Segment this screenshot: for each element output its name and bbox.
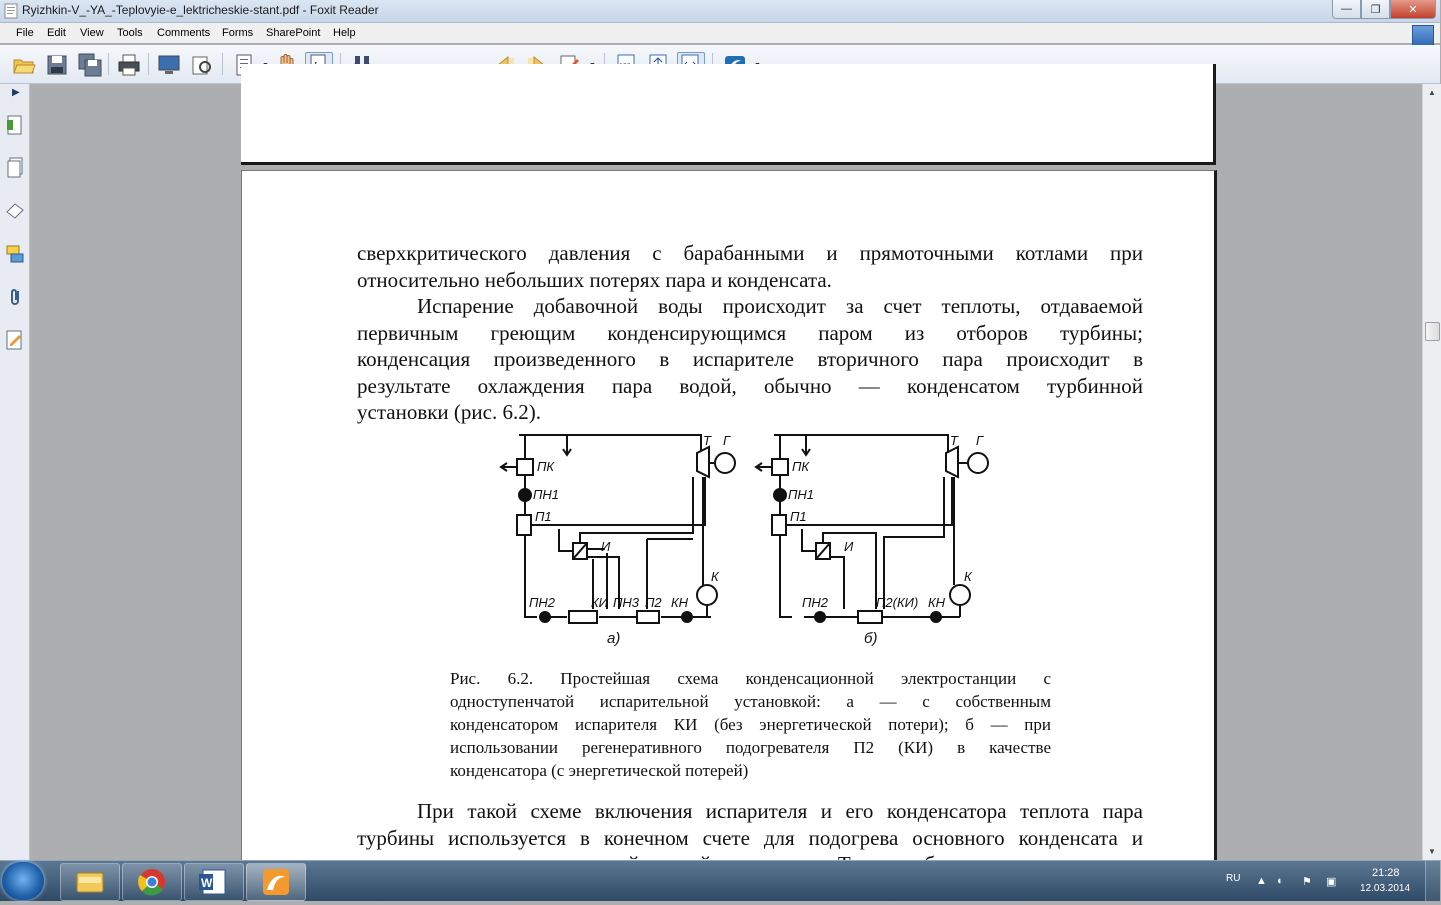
navigation-panel (0, 84, 30, 860)
pages-icon[interactable] (5, 157, 25, 179)
pdf-page (241, 170, 1217, 894)
label-evaporator: И (844, 539, 854, 554)
paragraph-2 (357, 293, 1143, 426)
attachments-icon[interactable] (5, 286, 25, 308)
caption-line: одноступенчатой испарительной установкой: а — с собственным (450, 692, 1051, 711)
label-condenser: К (964, 569, 972, 584)
open-icon[interactable] (12, 53, 36, 77)
figure-6-2-diagram (497, 433, 997, 653)
label-sub-a: а) (607, 630, 621, 647)
text-line: Испарение добавочной воды происходит за счет теплоты, отдаваемой (417, 294, 1143, 318)
taskbar-foxit[interactable] (246, 863, 306, 901)
caption-line: Рис. 6.2. Простейшая схема конденсационной электростанции с (450, 669, 1051, 688)
label-ki: КИ (591, 595, 608, 610)
label-turbine: Т (950, 433, 958, 448)
label-kn: КН (928, 595, 946, 610)
label-pn2: ПН2 (529, 595, 556, 610)
label-turbine: Т (703, 433, 711, 448)
vertical-scrollbar[interactable] (1422, 84, 1441, 860)
label-p1: П1 (535, 509, 552, 524)
label-evaporator: И (601, 539, 611, 554)
signatures-icon[interactable] (5, 329, 25, 351)
menu-comments[interactable]: Comments (157, 27, 211, 39)
pdf-page-previous (241, 64, 1216, 165)
action-center-flag-icon[interactable]: ⚑ (1302, 876, 1312, 888)
save-icon[interactable] (45, 53, 69, 77)
update-icon[interactable] (1412, 25, 1434, 47)
figure-caption (450, 667, 1051, 782)
label-pn1: ПН1 (788, 487, 815, 502)
menu-edit[interactable]: Edit (47, 27, 66, 39)
show-desktop-button[interactable] (1425, 861, 1440, 901)
caption-line: использовании регенеративного подогревателя П2 (КИ) в качестве (450, 738, 1051, 757)
comments-icon[interactable] (5, 243, 25, 265)
label-pn3: ПН3 (613, 595, 640, 610)
menu-tools[interactable]: Tools (117, 27, 143, 39)
scheme-b (756, 435, 988, 623)
bookmarks-icon[interactable] (5, 114, 25, 136)
menu-help[interactable]: Help (333, 27, 356, 39)
text-line: турбины используется в конечном счете для подогрева основного конденсата и (357, 825, 1143, 850)
title-bar (0, 0, 1440, 23)
label-generator: Г (723, 433, 731, 448)
scan-icon[interactable] (190, 53, 214, 77)
menu-bar (0, 23, 1440, 43)
foxit-icon (247, 864, 305, 900)
label-condenser: К (711, 569, 719, 584)
label-pk: ПК (792, 459, 810, 474)
network-icon[interactable]: ▣ (1326, 876, 1337, 888)
svg-text:W: W (201, 876, 213, 890)
text-line: установки (рис. 6.2). (357, 400, 541, 424)
text-line: относительно небольших потерях пара и конденсата. (357, 267, 832, 292)
menu-sharepoint[interactable]: SharePoint (266, 27, 321, 39)
menu-forms[interactable]: Forms (222, 27, 254, 39)
language-indicator[interactable]: RU (1226, 873, 1241, 884)
label-pn1: ПН1 (533, 487, 560, 502)
save-all-icon[interactable] (78, 53, 102, 77)
scroll-up-icon[interactable]: ▲ (1428, 88, 1436, 97)
label-pn2: ПН2 (802, 595, 829, 610)
taskbar (0, 860, 1440, 901)
pdf-app-icon (4, 3, 18, 19)
print-icon[interactable] (117, 53, 141, 77)
text-line: первичным греющим конденсирующимся паром из отборов турбины; (357, 320, 1143, 345)
text-line: сверхкритического давления с барабанными и прямоточными котлами при (357, 241, 1143, 265)
label-p2: П2 (645, 595, 662, 610)
text-line: результате охлаждения пара водой, обычно — конденсатом турбинной (357, 373, 1143, 398)
text-line: конденсация произведенного в испарителе вторичного пара происходит в (357, 347, 1143, 371)
volume-icon[interactable]: ◐ (1277, 875, 1284, 887)
chrome-icon (123, 864, 181, 900)
layers-icon[interactable] (5, 200, 25, 222)
clock-date[interactable]: 12.03.2014 (1360, 883, 1411, 894)
paragraph-1 (357, 240, 1143, 293)
caption-line: конденсатором испарителя КИ (без энергетической потери); б — при (450, 715, 1051, 734)
restore-button[interactable]: ❐ (1361, 0, 1390, 19)
label-p1: П1 (790, 509, 807, 524)
taskbar-chrome[interactable] (122, 863, 182, 901)
scrollbar-thumb[interactable] (1425, 322, 1440, 341)
taskbar-explorer[interactable] (60, 863, 120, 901)
clock-time[interactable]: 21:28 (1372, 867, 1400, 879)
window-title: Ryizhkin-V_-YA_-Teplovyie-e_lektricheskie-stant.pdf - Foxit Reader (22, 3, 379, 17)
close-button[interactable]: ✕ (1390, 0, 1436, 19)
expand-panel-icon[interactable]: ▶ (12, 87, 20, 98)
label-generator: Г (976, 433, 984, 448)
scroll-down-icon[interactable]: ▼ (1428, 847, 1436, 856)
explorer-icon (61, 864, 119, 900)
menu-view[interactable]: View (80, 27, 104, 39)
label-p2-ki: П2(КИ) (876, 595, 919, 610)
monitor-icon[interactable] (157, 53, 181, 77)
label-sub-b: б) (864, 630, 878, 647)
text-line: При такой схеме включения испарителя и его конденсатора теплота пара (417, 799, 1143, 823)
tray-expand-icon[interactable]: ▲ (1256, 875, 1267, 887)
caption-line: конденсатора (с энергетической потерей) (450, 761, 749, 780)
taskbar-word[interactable] (184, 863, 244, 901)
menu-file[interactable]: File (16, 27, 34, 39)
start-button[interactable] (2, 862, 44, 900)
document-viewport[interactable] (30, 84, 1422, 860)
word-icon (185, 864, 243, 900)
label-pk: ПК (537, 459, 555, 474)
label-kn: КН (671, 595, 689, 610)
minimize-button[interactable]: — (1332, 0, 1361, 19)
